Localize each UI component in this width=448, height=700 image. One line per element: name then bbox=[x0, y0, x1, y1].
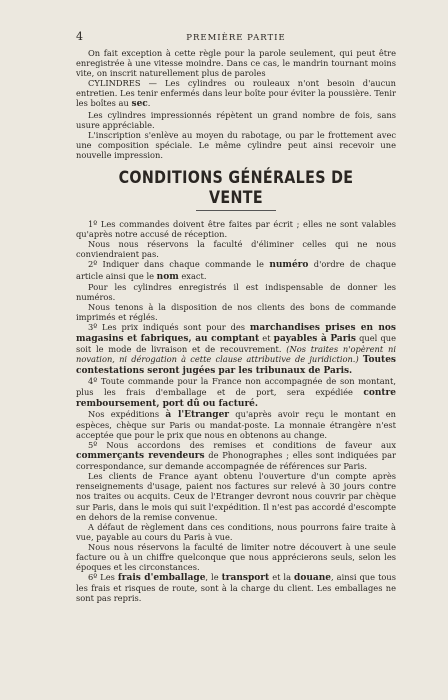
conditions-paragraph bbox=[76, 542, 396, 572]
bold-text: douane bbox=[294, 573, 331, 584]
conditions-paragraph bbox=[76, 259, 396, 281]
bold-text: transport bbox=[221, 573, 270, 584]
intro-paragraph bbox=[76, 48, 396, 78]
body-text: d'ordre de chaque article ainsi que le bbox=[76, 259, 396, 281]
body-text: Nous tenons à la disposition de nos clients des bons de commande imprimés et réglés. bbox=[76, 301, 396, 322]
body-text: CYLINDRES — Les cylindres ou rouleaux n'ont besoin d'aucun entretien. Les tenir enfermés dans leur boîte pour éviter la poussière. Tenir les boîtes au bbox=[76, 78, 396, 109]
intro-section bbox=[76, 48, 396, 160]
intro-paragraph bbox=[76, 110, 396, 130]
body-text: 3º Les prix indiqués sont pour des bbox=[88, 321, 250, 332]
page-number: 4 bbox=[76, 30, 83, 43]
bold-text: marchandises prises en nos magasins et fabriques, au comptant bbox=[76, 322, 396, 345]
bold-text: Toutes contestations seront jugées par les tribunaux de Paris. bbox=[76, 355, 396, 377]
bold-text: contre remboursement, port dû ou facturé. bbox=[76, 387, 396, 409]
body-text: exact. bbox=[178, 270, 207, 281]
body-text: et la bbox=[269, 572, 295, 583]
body-text: Nous nous réservons la faculté de limiter notre découvert à une seule facture ou à un chiffre quelconque que nous apprécierons seuls, selon les époques et les circonstances. bbox=[76, 541, 396, 573]
body-text: et bbox=[259, 333, 274, 344]
body-text: de Phonographes ; elles sont indiquées par correspondance, sur demande accompagnée de références sur Paris. bbox=[76, 450, 396, 472]
body-text: A défaut de règlement dans ces conditions, nous pourrons faire traite à vue, payable au cours du Paris à vue. bbox=[76, 521, 396, 542]
body-text: 5º Nous accordons des remises et conditions de faveur aux bbox=[88, 440, 396, 450]
intro-paragraph bbox=[76, 78, 396, 109]
body-text: qu'après avoir reçu le montant en espèces, chèque sur Paris ou mandat-poste. La monnaie étrangère n'est acceptée que pour le prix que nous en obtenons au change. bbox=[76, 408, 396, 440]
conditions-section bbox=[76, 219, 396, 603]
bold-text: à l'Etranger bbox=[165, 409, 230, 420]
conditions-paragraph bbox=[76, 572, 396, 603]
bold-text: nom bbox=[156, 271, 179, 282]
conditions-paragraph bbox=[76, 409, 396, 440]
conditions-paragraph bbox=[76, 282, 396, 302]
body-text: 2º Indiquer dans chaque commande le bbox=[88, 259, 270, 270]
conditions-paragraph bbox=[76, 440, 396, 471]
bold-text: payables à Paris bbox=[273, 334, 356, 345]
conditions-paragraph bbox=[76, 219, 396, 239]
conditions-paragraph bbox=[76, 322, 396, 376]
body-text: 1º Les commandes doivent être faites par écrit ; elles ne sont valables qu'après notre accusé de réception. bbox=[76, 219, 396, 240]
body-text: Nos expéditions bbox=[88, 408, 166, 419]
conditions-paragraph bbox=[76, 471, 396, 521]
intro-paragraph bbox=[76, 130, 396, 160]
body-text: 6º Les bbox=[88, 572, 118, 583]
conditions-paragraph bbox=[76, 522, 396, 542]
section-title: CONDITIONS GÉNÉRALES DE VENTE bbox=[118, 168, 354, 209]
italic-text: (Nos traites n'opèrent ni novation, ni dérogation à cette clause attributive de juridiction.) bbox=[76, 344, 396, 365]
bold-text: sec bbox=[131, 99, 148, 110]
body-text: quel que soit le mode de livraison et de recouvrement. bbox=[76, 333, 397, 355]
running-title: PREMIÈRE PARTIE bbox=[186, 33, 286, 43]
body-text: Pour les cylindres enregistrés il est indispensable de donner les numéros. bbox=[76, 281, 396, 302]
body-text: 4º Toute commande pour la France non accompagnée de son montant, plus les frais d'emballage et de port, sera expédiée bbox=[76, 376, 396, 397]
title-underline bbox=[196, 210, 276, 211]
body-text: Les cylindres impressionnés répètent un grand nombre de fois, sans usure appréciable. bbox=[76, 109, 396, 130]
bold-text: commerçants revendeurs bbox=[76, 451, 205, 462]
body-text: Nous nous réservons la faculté d'éliminer celles qui ne nous conviendraient pas. bbox=[76, 239, 396, 260]
body-text: , le bbox=[205, 572, 222, 583]
body-text: , ainsi que tous les frais et risques de route, sont à la charge du client. Les emballages ne sont pas repris. bbox=[76, 572, 396, 604]
body-text: Les clients de France ayant obtenu l'ouverture d'un compte après renseignements d'usage, paient nos factures sur relevé à 30 jours contre nos traites ou acquits. Ceux de l'Etranger devront nous couvrir par chèque sur Paris, dans le mois qui suit l'expédition. Il n'est pas accordé d'escompte en dehors de la remise convenue. bbox=[76, 471, 396, 522]
bold-text: frais d'emballage bbox=[117, 573, 206, 584]
bold-text: numéro bbox=[269, 260, 309, 271]
body-text: On fait exception à cette règle pour la parole seulement, qui peut être enregistrée à une vitesse moindre. Dans ce cas, le mandrin tournant moins vite, on inscrit naturellement plus de paroles bbox=[76, 48, 396, 79]
body-text: L'inscription s'enlève au moyen du rabotage, ou par le frottement avec une composition spéciale. Le même cylindre peut ainsi recevoir une nouvelle impression. bbox=[76, 129, 396, 160]
conditions-paragraph bbox=[76, 302, 396, 322]
conditions-paragraph bbox=[76, 239, 396, 259]
conditions-paragraph bbox=[76, 376, 396, 408]
page-header bbox=[76, 30, 396, 43]
body-text: . bbox=[147, 98, 151, 109]
